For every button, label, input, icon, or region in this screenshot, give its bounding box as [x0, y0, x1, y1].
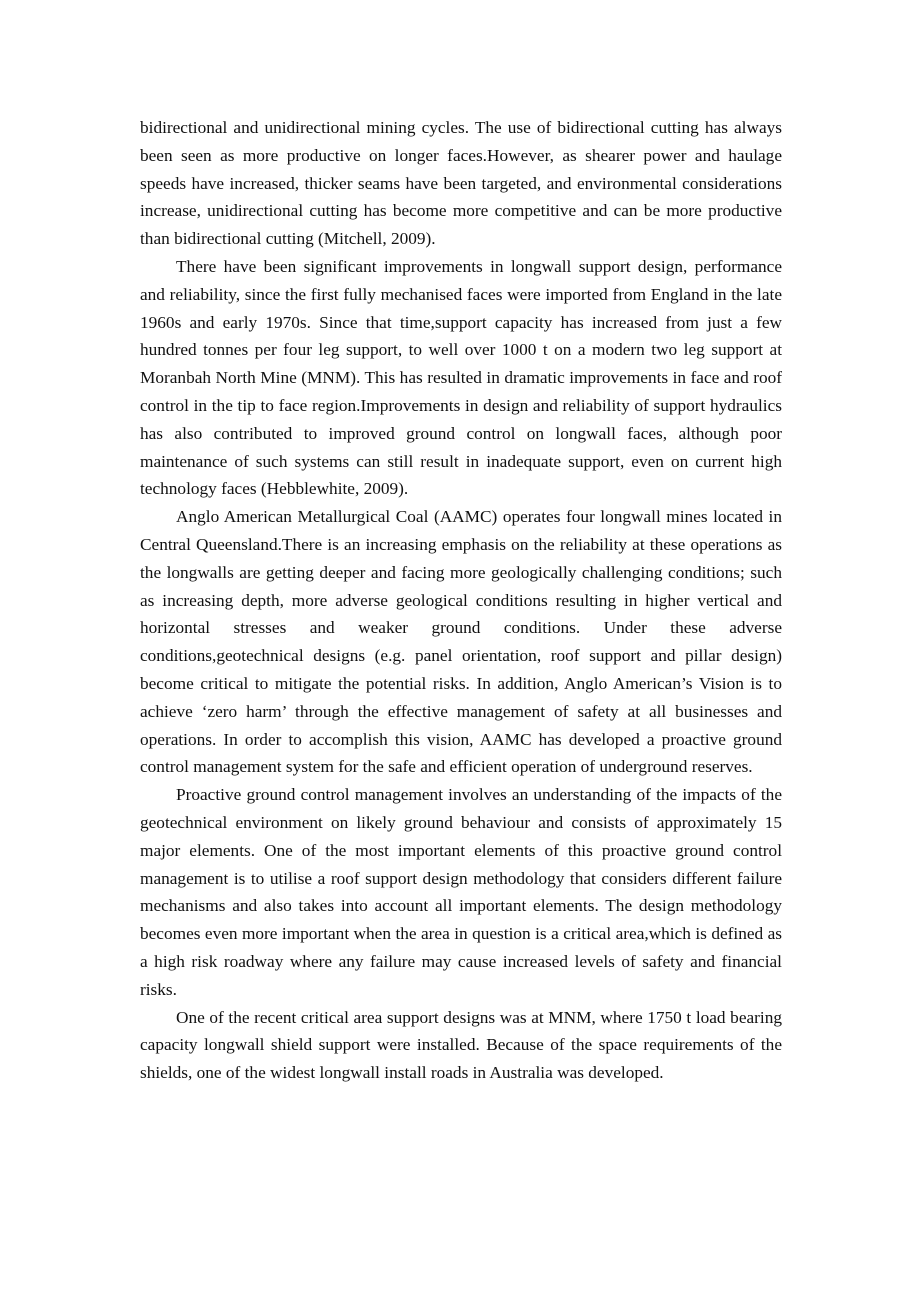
paragraph-3: Anglo American Metallurgical Coal (AAMC) operates four longwall mines located in Central Queensland.There is an increasing emphasis on the reliability at these operations as the longwalls are getting deeper and facing more geologically challenging conditions; such as increasing depth, more adverse geological conditions resulting in higher vertical and horizontal stresses and weaker ground conditions. Under these adverse conditions,geotechnical designs (e.g. panel orientation, roof support and pillar design) become critical to mitigate the potential risks. In addition, Anglo American’s Vision is to achieve ‘zero harm’ through the effective management of safety at all businesses and operations. In order to accomplish this vision, AAMC has developed a proactive ground control management system for the safe and efficient operation of underground reserves. — [140, 507, 782, 777]
paragraph-2: There have been significant improvements in longwall support design, performance and reliability, since the first fully mechanised faces were imported from England in the late 1960s and early 1970s. Since that time,support capacity has increased from just a few hundred tonnes per four leg support, to well over 1000 t on a modern two leg support at Moranbah North Mine (MNM). This has resulted in dramatic improvements in face and roof control in the tip to face region.Improvements in design and reliability of support hydraulics has also contributed to improved ground control on longwall faces, although poor maintenance of such systems can still result in inadequate support, even on current high technology faces (Hebblewhite, 2009). — [140, 256, 782, 499]
paragraph-1: bidirectional and unidirectional mining cycles. The use of bidirectional cutting has always been seen as more productive on longer faces.However, as shearer power and haulage speeds have increased, thicker seams have been targeted, and environmental considerations increase, unidirectional cutting has become more competitive and can be more productive than bidirectional cutting (Mitchell, 2009). — [140, 118, 782, 249]
paragraph-5: One of the recent critical area support designs was at MNM, where 1750 t load bearing capacity longwall shield support were installed. Because of the space requirements of the shields, one of the widest longwall install roads in Australia was developed. — [140, 1007, 782, 1083]
paragraph-4: Proactive ground control management involves an understanding of the impacts of the geotechnical environment on likely ground behaviour and consists of approximately 15 major elements. One of the most important elements of this proactive ground control management is to utilise a roof support design methodology that considers different failure mechanisms and also takes into account all important elements. The design methodology becomes even more important when the area in question is a critical area,which is defined as a high risk roadway where any failure may cause increased levels of safety and financial risks. — [140, 785, 782, 999]
body-text — [140, 114, 782, 1087]
